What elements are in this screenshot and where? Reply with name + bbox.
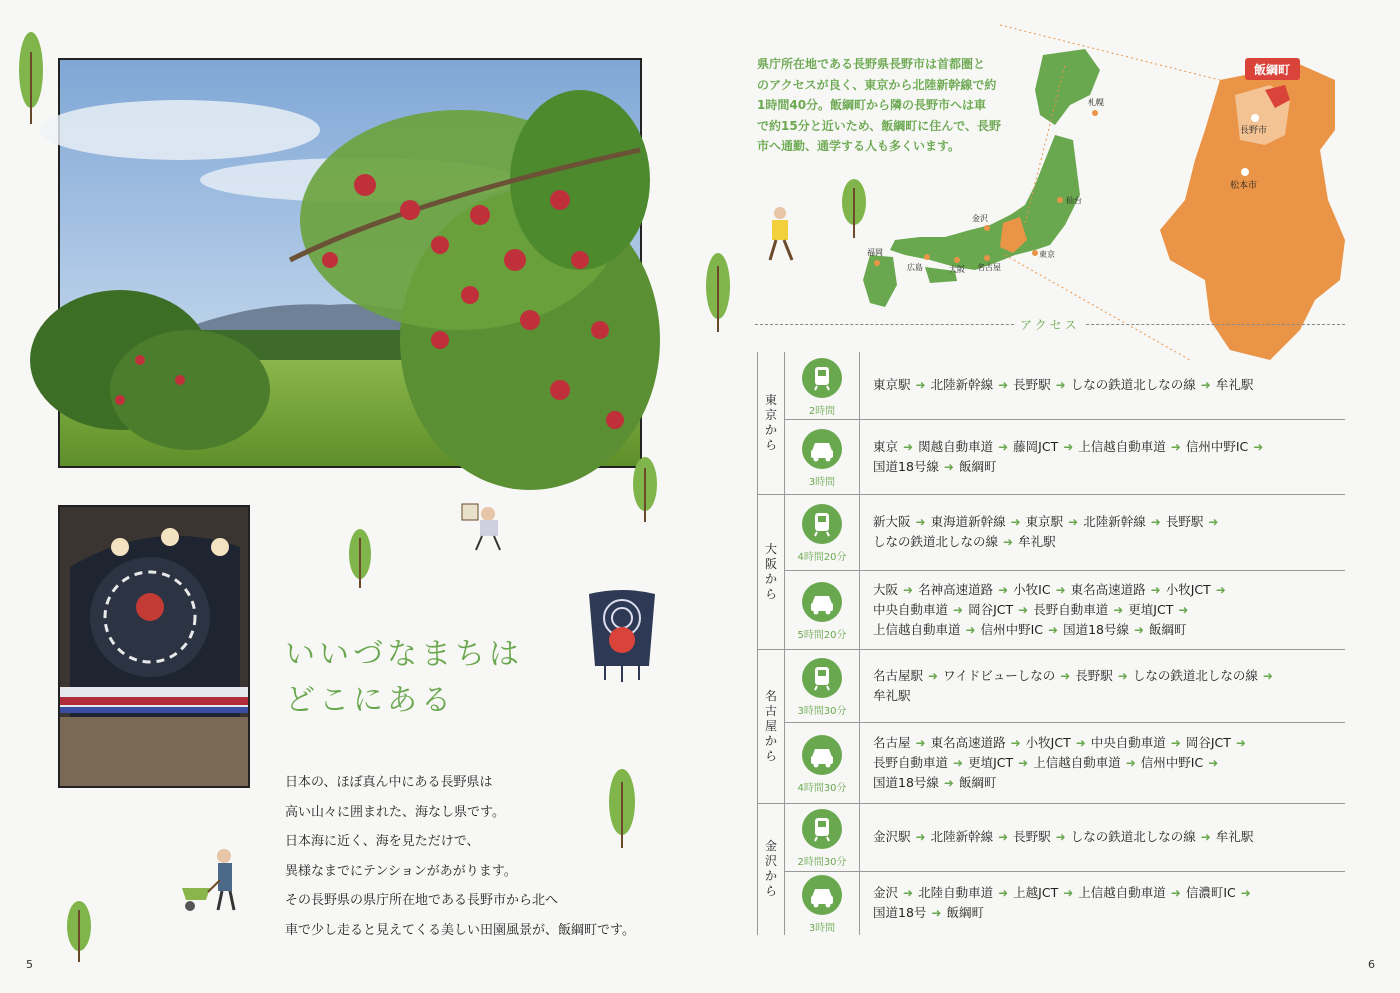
arrow-right-icon: ➜ — [1060, 668, 1071, 683]
arrow-right-icon: ➜ — [1133, 623, 1145, 637]
train-icon — [802, 658, 842, 698]
map-label-fukuoka: 福岡 — [867, 248, 883, 257]
arrow-right-icon: ➜ — [1170, 439, 1181, 454]
car-icon — [802, 582, 842, 622]
map-label-osaka: 大阪 — [949, 265, 965, 274]
route-stop: 飯綱町 — [958, 775, 997, 790]
route-stop: 藤岡JCT — [1013, 438, 1059, 454]
arrow-right-icon: ➜ — [998, 583, 1009, 597]
divider — [785, 871, 1345, 872]
map-label-sapporo: 札幌 — [1088, 98, 1104, 107]
route-stop: 大阪 — [873, 582, 899, 597]
divider — [785, 419, 1345, 420]
arrow-right-icon: ➜ — [928, 668, 939, 683]
map-label-hiroshima: 広島 — [907, 263, 923, 272]
arrow-right-icon: ➜ — [998, 378, 1009, 392]
intro-line: 1時間40分。飯綱町から隣の長野市へは車 — [757, 98, 987, 112]
route-stop: 小牧JCT — [1025, 735, 1071, 750]
farmer-wheelbarrow-illustration — [180, 848, 242, 914]
arrow-right-icon: ➜ — [903, 886, 914, 900]
route-stop: 東京駅 — [873, 377, 911, 392]
body-line: 日本の、ほぼ真ん中にある長野県は — [285, 775, 493, 790]
route-stop: 岡谷JCT — [1185, 735, 1231, 750]
route-stop: 上信越自動車道 — [873, 622, 961, 637]
arrow-right-icon: ➜ — [1235, 736, 1246, 750]
region-label: 名 古 屋 か ら — [764, 688, 777, 763]
route-stop: 信濃町IC — [1185, 885, 1236, 900]
arrow-right-icon: ➜ — [1262, 668, 1273, 683]
route-line — [873, 827, 1343, 847]
car-icon — [802, 429, 842, 469]
route-stop: 北陸新幹線 — [930, 828, 994, 844]
travel-time: 3時間 — [808, 923, 836, 934]
arrow-right-icon: ➜ — [1150, 515, 1161, 529]
route-stop: しなの鉄道北しなの線 — [1070, 828, 1196, 844]
route-stop: 国道18号 — [873, 905, 927, 920]
divider — [757, 352, 758, 935]
route-stop: 信州中野IC — [1140, 755, 1204, 770]
tree-icon — [705, 252, 731, 334]
mode-cell — [785, 803, 860, 871]
route-line — [873, 512, 1343, 532]
route-stop: 中央自動車道 — [873, 602, 949, 617]
mode-cell — [785, 570, 860, 649]
route-line — [873, 686, 1343, 705]
apple-orchard-photo — [58, 58, 642, 468]
route-stop: 中央自動車道 — [1090, 735, 1166, 750]
arrow-right-icon: ➜ — [1200, 378, 1211, 392]
route-stop: 長野駅 — [1075, 667, 1113, 683]
route-stop: 国道18号線 — [873, 775, 939, 790]
region-label: 金 沢 か ら — [764, 839, 777, 898]
route-stop: 飯綱町 — [1149, 622, 1187, 637]
arrow-right-icon: ➜ — [1055, 829, 1066, 844]
route-stop: 国道18号線 — [873, 458, 939, 474]
intro-line: 市へ通勤、通学する人も多くいます。 — [757, 139, 961, 153]
route-line — [873, 375, 1343, 395]
mode-cell — [785, 871, 860, 935]
arrow-right-icon: ➜ — [915, 515, 926, 529]
route-text — [873, 733, 1343, 793]
travel-time: 2時間30分 — [797, 857, 847, 868]
arrow-right-icon: ➜ — [1178, 603, 1189, 617]
body-line: 異様なまでにテンションがあがります。 — [285, 863, 517, 879]
travel-time: 4時間20分 — [797, 552, 847, 563]
route-stop: 長野自動車道 — [873, 755, 949, 770]
route-text — [873, 512, 1343, 552]
mode-cell — [785, 352, 860, 419]
route-stop: 飯綱町 — [946, 905, 984, 920]
arrow-right-icon: ➜ — [1200, 829, 1211, 844]
arrow-right-icon: ➜ — [1010, 736, 1021, 750]
route-text — [873, 437, 1343, 477]
route-stop: ワイドビューしなの — [943, 667, 1056, 683]
arrow-right-icon: ➜ — [1048, 623, 1059, 637]
train-icon — [802, 504, 842, 544]
route-line — [873, 753, 1343, 773]
arrow-right-icon: ➜ — [1075, 736, 1086, 750]
route-text — [873, 666, 1343, 705]
page-number-right: 6 — [1368, 958, 1375, 971]
route-stop: 牟礼駅 — [1018, 534, 1056, 549]
route-stop: 上信越自動車道 — [1033, 755, 1121, 770]
travel-time: 3時間30分 — [797, 705, 847, 717]
route-stop: しなの鉄道北しなの線 — [873, 534, 999, 549]
route-line — [873, 666, 1343, 686]
divider — [785, 722, 1345, 723]
route-stop: 長野自動車道 — [1033, 602, 1109, 617]
tree-icon — [66, 900, 92, 964]
map-label-iizuna: 飯綱町 — [1254, 63, 1291, 77]
route-stop: しなの鉄道北しなの線 — [1070, 377, 1196, 392]
train-icon — [802, 809, 842, 849]
route-stop: 飯綱町 — [958, 458, 997, 474]
route-stop: 名古屋駅 — [873, 667, 924, 683]
map-label-tokyo: 東京 — [1039, 250, 1055, 259]
route-line — [873, 903, 1343, 923]
route-stop: 東名高速道路 — [1070, 582, 1146, 597]
route-stop: 新大阪 — [873, 514, 911, 529]
travel-time: 5時間20分 — [797, 629, 847, 641]
arrow-right-icon: ➜ — [998, 886, 1009, 900]
route-line — [873, 580, 1343, 600]
route-stop: 信州中野IC — [1185, 438, 1249, 454]
route-line — [873, 457, 1343, 477]
travel-time: 3時間 — [808, 476, 836, 488]
route-line — [873, 773, 1343, 793]
route-stop: 長野駅 — [1165, 514, 1204, 529]
car-icon — [802, 875, 842, 915]
route-stop: 信州中野IC — [980, 622, 1043, 637]
body-line: 高い山々に囲まれた、海なし県です。 — [285, 804, 505, 820]
arrow-right-icon: ➜ — [1117, 668, 1128, 683]
route-stop: 牟礼駅 — [1215, 828, 1254, 844]
arrow-right-icon: ➜ — [1208, 515, 1219, 529]
route-line — [873, 620, 1343, 640]
arrow-right-icon: ➜ — [1170, 886, 1181, 900]
route-text — [873, 580, 1343, 640]
map-label-nagoya: 名古屋 — [977, 263, 1001, 272]
arrow-right-icon: ➜ — [1125, 756, 1136, 770]
tree-icon — [840, 178, 868, 240]
map-label-sendai: 仙台 — [1066, 196, 1082, 205]
arrow-right-icon: ➜ — [1010, 515, 1021, 529]
route-stop: 北陸新幹線 — [1083, 514, 1146, 529]
hiker-illustration — [764, 205, 798, 263]
route-stop: 関越自動車道 — [918, 438, 994, 454]
route-stop: 東京駅 — [1025, 514, 1064, 529]
route-stop: 牟礼駅 — [1215, 377, 1254, 392]
arrow-right-icon: ➜ — [953, 756, 964, 770]
intro-line: 県庁所在地である長野県長野市は首都圏と — [757, 57, 986, 71]
heading-line-2: どこにある — [285, 683, 455, 718]
arrow-right-icon: ➜ — [998, 829, 1009, 844]
route-line — [873, 437, 1343, 457]
route-stop: 名古屋 — [873, 735, 911, 750]
map-label-nagano-city: 長野市 — [1240, 126, 1268, 136]
route-stop: 岡谷JCT — [968, 602, 1014, 617]
route-stop: 上信越自動車道 — [1078, 885, 1166, 900]
festival-photo — [58, 505, 250, 788]
heading-line-1: いいづなまちは — [285, 637, 523, 672]
arrow-right-icon: ➜ — [1063, 886, 1074, 900]
body-line: 車で少し走ると見えてくる美しい田園風景が、飯綱町です。 — [285, 922, 635, 938]
arrow-right-icon: ➜ — [1055, 583, 1066, 597]
arrow-right-icon: ➜ — [1003, 535, 1014, 549]
arrow-right-icon: ➜ — [1068, 515, 1079, 529]
arrow-right-icon: ➜ — [1170, 736, 1181, 750]
route-stop: 東海道新幹線 — [930, 514, 1006, 529]
tree-icon — [348, 528, 372, 590]
train-icon — [802, 358, 842, 398]
region-cell — [757, 352, 785, 494]
arrow-right-icon: ➜ — [943, 776, 954, 790]
arrow-right-icon: ➜ — [943, 459, 954, 474]
route-stop: 東京 — [873, 438, 899, 454]
arrow-right-icon: ➜ — [931, 906, 942, 920]
route-text — [873, 375, 1343, 395]
route-stop: 更埴JCT — [968, 755, 1014, 770]
route-stop: 小牧JCT — [1165, 582, 1211, 597]
route-line — [873, 600, 1343, 620]
arrow-right-icon: ➜ — [1208, 756, 1219, 770]
arrow-right-icon: ➜ — [1018, 756, 1029, 770]
route-stop: 名神高速道路 — [918, 582, 994, 597]
arrow-right-icon: ➜ — [1215, 583, 1226, 597]
intro-line: で約15分と近いため、飯綱町に住んで、長野 — [757, 118, 1001, 133]
access-table — [757, 352, 1345, 935]
route-stop: 牟礼駅 — [873, 687, 911, 703]
body-line: 日本海に近く、海を見ただけで、 — [285, 834, 480, 849]
route-line — [873, 733, 1343, 753]
map-label-kanazawa: 金沢 — [972, 214, 988, 223]
arrow-right-icon: ➜ — [903, 439, 914, 454]
route-stop: 小牧IC — [1013, 582, 1051, 597]
arrow-right-icon: ➜ — [1055, 378, 1066, 392]
arrow-right-icon: ➜ — [915, 829, 926, 844]
route-stop: 東名高速道路 — [930, 735, 1006, 750]
page-number-left: 5 — [26, 958, 33, 971]
route-stop: 上信越自動車道 — [1078, 438, 1166, 454]
painter-illustration — [460, 500, 504, 552]
tree-icon — [608, 768, 636, 850]
route-stop: 長野駅 — [1013, 377, 1051, 392]
route-text — [873, 883, 1343, 923]
route-stop: 国道18号線 — [1063, 622, 1129, 637]
travel-time: 2時間 — [808, 405, 836, 417]
arrow-right-icon: ➜ — [1113, 603, 1124, 617]
route-stop: 金沢 — [873, 885, 899, 900]
route-stop: 長野駅 — [1013, 828, 1051, 844]
arrow-right-icon: ➜ — [1150, 583, 1161, 597]
arrow-right-icon: ➜ — [1240, 886, 1251, 900]
region-label: 大 阪 か ら — [764, 541, 777, 601]
route-line — [873, 883, 1343, 903]
arrow-right-icon: ➜ — [965, 623, 976, 637]
region-cell — [757, 494, 785, 649]
arrow-right-icon: ➜ — [1018, 603, 1029, 617]
demon-mask-illustration — [585, 588, 660, 688]
car-icon — [802, 735, 842, 775]
arrow-right-icon: ➜ — [915, 378, 926, 392]
arrow-right-icon: ➜ — [953, 603, 964, 617]
tree-icon — [632, 456, 658, 524]
travel-time: 4時間30分 — [797, 782, 847, 794]
mode-cell — [785, 419, 860, 494]
region-cell — [757, 803, 785, 935]
arrow-right-icon: ➜ — [998, 439, 1009, 454]
arrow-right-icon: ➜ — [903, 583, 914, 597]
route-stop: 更埴JCT — [1128, 602, 1174, 617]
mode-cell — [785, 494, 860, 570]
route-stop: 上越JCT — [1013, 885, 1059, 900]
route-line — [873, 532, 1343, 552]
route-stop: しなの鉄道北しなの線 — [1132, 667, 1258, 683]
arrow-right-icon: ➜ — [1253, 439, 1264, 454]
region-label: 東 京 か ら — [764, 393, 777, 452]
route-stop: 金沢駅 — [873, 828, 911, 844]
mode-cell — [785, 649, 860, 722]
intro-line: のアクセスが良く、東京から北陸新幹線で約 — [757, 77, 997, 92]
mode-cell — [785, 722, 860, 803]
page-heading — [285, 632, 523, 724]
access-title: アクセス — [1014, 316, 1086, 333]
body-line: その長野県の県庁所在地である長野市から北へ — [285, 893, 559, 908]
route-stop: 北陸新幹線 — [930, 377, 994, 392]
region-cell — [757, 649, 785, 803]
divider — [785, 570, 1345, 571]
arrow-right-icon: ➜ — [1063, 439, 1074, 454]
arrow-right-icon: ➜ — [915, 736, 926, 750]
tree-icon — [18, 32, 44, 124]
route-stop: 北陸自動車道 — [918, 885, 994, 900]
route-text — [873, 827, 1343, 847]
map-label-matsumoto-city: 松本市 — [1230, 181, 1258, 191]
